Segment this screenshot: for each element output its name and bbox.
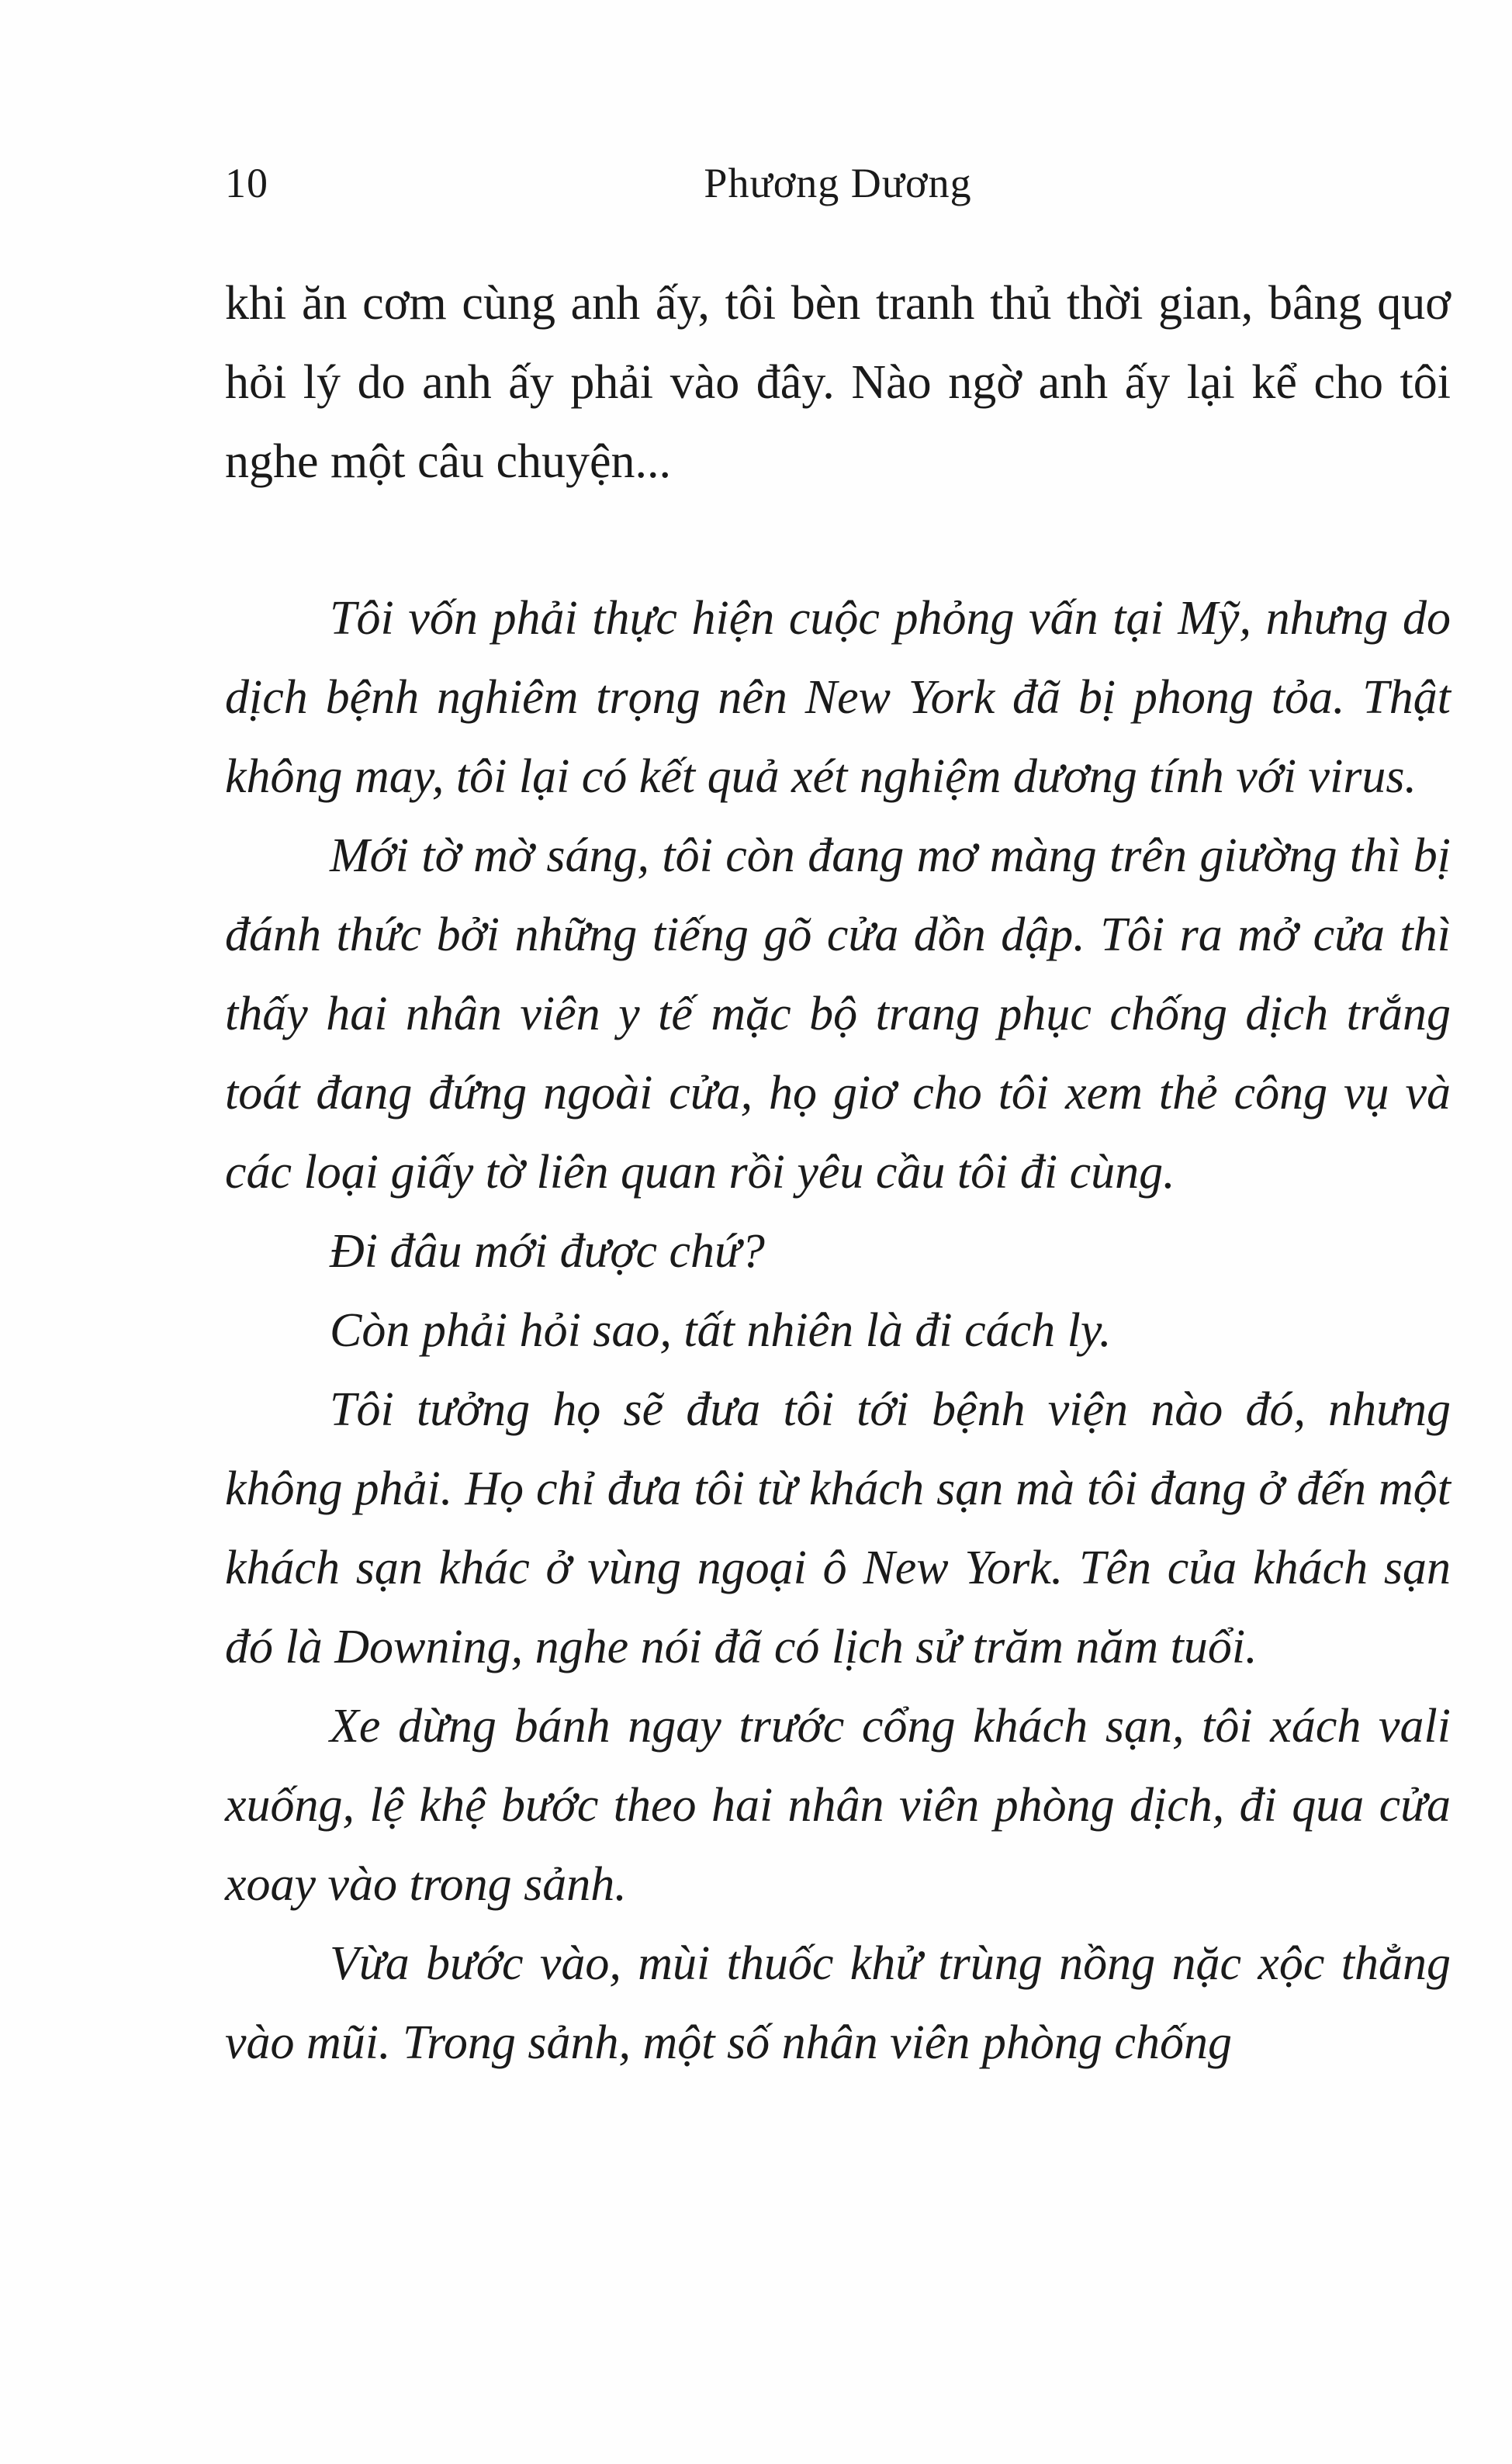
body-text [225, 264, 1451, 2082]
paragraph: Đi đâu mới được chứ? [330, 1225, 765, 1278]
running-title: Phương Dương [704, 160, 972, 206]
paragraph: Tôi tưởng họ sẽ đưa tôi tới bệnh viện nào đó, nhưng không phải. Họ chỉ đưa tôi từ khách sạn mà tôi đang ở đến một khách sạn khác ở vùng ngoại ô New York. Tên của khách sạn đó là Downing, nghe nói đã có lịch sử trăm năm tuổi. [225, 1383, 1451, 1673]
paragraph: Xe dừng bánh ngay trước cổng khách sạn, tôi xách vali xuống, lệ khệ bước theo hai nhân viên phòng dịch, đi qua cửa xoay vào trong sảnh. [225, 1700, 1451, 1911]
paragraph: Mới tờ mờ sáng, tôi còn đang mơ màng trên giường thì bị đánh thức bởi những tiếng gõ cửa dồn dập. Tôi ra mở cửa thì thấy hai nhân viên y tế mặc bộ trang phục chống dịch trắng toát đang đứng ngoài cửa, họ giơ cho tôi xem thẻ công vụ và các loại giấy tờ liên quan rồi yêu cầu tôi đi cùng. [225, 829, 1451, 1199]
paragraph-continued: khi ăn cơm cùng anh ấy, tôi bèn tranh thủ thời gian, bâng quơ hỏi lý do anh ấy phải vào đây. Nào ngờ anh ấy lại kể cho tôi nghe một câu chuyện... [225, 277, 1451, 488]
running-head [225, 159, 1451, 213]
paragraph: Tôi vốn phải thực hiện cuộc phỏng vấn tại Mỹ, nhưng do dịch bệnh nghiêm trọng nên New York đã bị phong tỏa. Thật không may, tôi lại có kết quả xét nghiệm dương tính với virus. [225, 592, 1451, 803]
paragraph: Vừa bước vào, mùi thuốc khử trùng nồng nặc xộc thẳng vào mũi. Trong sảnh, một số nhân viên phòng chống [225, 1937, 1451, 2069]
paragraph: Còn phải hỏi sao, tất nhiên là đi cách ly. [330, 1304, 1112, 1357]
page-number: 10 [225, 160, 268, 206]
section-break [225, 501, 1451, 579]
